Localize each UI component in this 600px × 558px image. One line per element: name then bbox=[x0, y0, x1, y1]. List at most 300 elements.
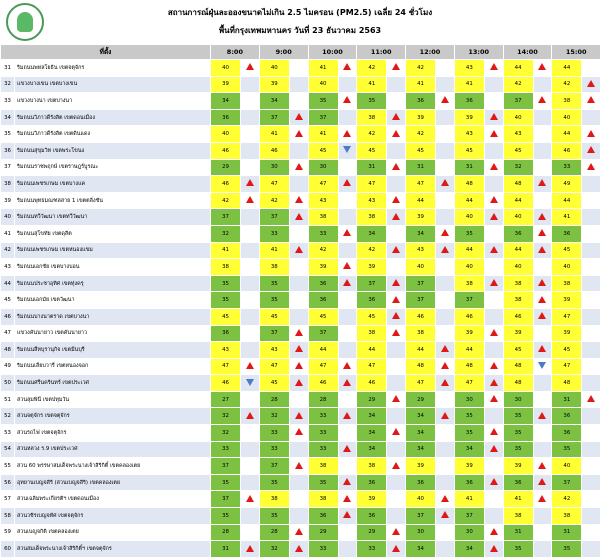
trend-cell bbox=[582, 159, 600, 176]
trend-up-icon bbox=[441, 495, 449, 502]
trend-up-icon bbox=[538, 213, 546, 220]
pm25-value: 48 bbox=[454, 358, 484, 375]
trend-up-icon bbox=[490, 63, 498, 70]
trend-up-icon bbox=[587, 96, 595, 103]
pm25-value: 34 bbox=[454, 441, 484, 458]
trend-up-icon bbox=[343, 478, 351, 485]
pm25-value: 41 bbox=[259, 242, 289, 259]
pm25-value: 36 bbox=[357, 292, 387, 309]
trend-cell bbox=[436, 342, 455, 359]
trend-cell bbox=[241, 391, 260, 408]
pm25-value: 41 bbox=[454, 491, 484, 508]
trend-up-icon bbox=[246, 362, 254, 369]
trend-cell bbox=[241, 358, 260, 375]
trend-cell bbox=[338, 275, 357, 292]
pm25-value: 47 bbox=[552, 308, 582, 325]
row-number: 50 bbox=[1, 375, 15, 392]
trend-cell bbox=[582, 441, 600, 458]
trend-cell bbox=[533, 524, 552, 541]
row-number: 32 bbox=[1, 76, 15, 93]
pm25-value: 38 bbox=[406, 325, 436, 342]
table-row bbox=[1, 126, 600, 143]
pm25-value: 38 bbox=[357, 458, 387, 475]
trend-down-icon bbox=[343, 146, 351, 153]
pm25-value: 35 bbox=[454, 225, 484, 242]
trend-cell bbox=[582, 209, 600, 226]
pm25-value: 44 bbox=[552, 126, 582, 143]
station-name: ริมถนนเพชรเกษม เขตบางแค bbox=[15, 176, 211, 193]
trend-cell bbox=[436, 142, 455, 159]
trend-up-icon bbox=[295, 545, 303, 552]
pm25-value: 45 bbox=[357, 142, 387, 159]
trend-up-icon bbox=[587, 130, 595, 137]
pm25-value: 46 bbox=[308, 375, 338, 392]
trend-up-icon bbox=[392, 163, 400, 170]
pm25-value: 47 bbox=[308, 176, 338, 193]
pm25-value: 36 bbox=[552, 425, 582, 442]
trend-up-icon bbox=[295, 362, 303, 369]
trend-cell bbox=[533, 358, 552, 375]
pm25-value: 33 bbox=[308, 225, 338, 242]
trend-cell bbox=[338, 375, 357, 392]
trend-cell bbox=[582, 325, 600, 342]
trend-up-icon bbox=[343, 63, 351, 70]
pm25-value: 40 bbox=[552, 458, 582, 475]
trend-cell bbox=[436, 176, 455, 193]
trend-cell bbox=[241, 325, 260, 342]
trend-cell bbox=[533, 259, 552, 276]
trend-cell bbox=[338, 60, 357, 77]
pm25-value: 46 bbox=[211, 142, 241, 159]
trend-cell bbox=[533, 292, 552, 309]
trend-cell bbox=[436, 93, 455, 110]
trend-up-icon bbox=[295, 428, 303, 435]
trend-cell bbox=[484, 358, 503, 375]
pm25-value: 34 bbox=[406, 441, 436, 458]
pm25-value: 34 bbox=[406, 425, 436, 442]
station-name: ริมถนนพุทธมณฑลสาย 1 เขตตลิ่งชัน bbox=[15, 192, 211, 209]
pm25-value: 39 bbox=[503, 458, 533, 475]
trend-cell bbox=[241, 491, 260, 508]
trend-up-icon bbox=[246, 179, 254, 186]
trend-cell bbox=[582, 109, 600, 126]
trend-up-icon bbox=[538, 345, 546, 352]
table-row bbox=[1, 541, 600, 558]
trend-cell bbox=[289, 408, 308, 425]
station-name: ริมถนนเอกมัย เขตวัฒนา bbox=[15, 292, 211, 309]
trend-cell bbox=[533, 159, 552, 176]
pm25-value: 34 bbox=[406, 408, 436, 425]
trend-cell bbox=[289, 491, 308, 508]
pm25-value: 29 bbox=[406, 391, 436, 408]
pm25-value: 44 bbox=[454, 242, 484, 259]
trend-cell bbox=[241, 93, 260, 110]
trend-cell bbox=[289, 375, 308, 392]
pm25-value: 45 bbox=[357, 308, 387, 325]
pm25-value: 42 bbox=[406, 126, 436, 143]
trend-up-icon bbox=[343, 130, 351, 137]
trend-cell bbox=[387, 292, 406, 309]
trend-cell bbox=[484, 292, 503, 309]
station-name: ริมถนนเอกชัย เขตบางบอน bbox=[15, 259, 211, 276]
trend-cell bbox=[582, 375, 600, 392]
pm25-value: 47 bbox=[406, 176, 436, 193]
report-header bbox=[0, 0, 600, 44]
trend-cell bbox=[289, 76, 308, 93]
pm25-value: 44 bbox=[357, 342, 387, 359]
trend-up-icon bbox=[587, 163, 595, 170]
pm25-value: 47 bbox=[308, 358, 338, 375]
pm25-value: 39 bbox=[454, 458, 484, 475]
time-header: 11:00 bbox=[357, 45, 406, 60]
pm25-value: 46 bbox=[454, 308, 484, 325]
station-name: อุทยานเบญจสิริ (สวนเบญจสิริ) เขตคลองเตย bbox=[15, 474, 211, 491]
pm25-value: 35 bbox=[259, 292, 289, 309]
pm25-value: 29 bbox=[211, 159, 241, 176]
pm25-value: 36 bbox=[406, 93, 436, 110]
trend-cell bbox=[387, 541, 406, 558]
trend-cell bbox=[582, 458, 600, 475]
pm25-value: 36 bbox=[211, 109, 241, 126]
pm25-value: 45 bbox=[308, 308, 338, 325]
trend-cell bbox=[484, 408, 503, 425]
trend-cell bbox=[533, 242, 552, 259]
trend-cell bbox=[582, 425, 600, 442]
pm25-value: 37 bbox=[308, 325, 338, 342]
pm25-value: 38 bbox=[454, 275, 484, 292]
station-name: สวนวชิรเบญจทัศ เขตจตุจักร bbox=[15, 508, 211, 525]
station-name: ริมถนนทวีวัฒนา เขตทวีวัฒนา bbox=[15, 209, 211, 226]
pm25-value: 41 bbox=[259, 126, 289, 143]
pm25-value: 32 bbox=[259, 541, 289, 558]
trend-up-icon bbox=[392, 528, 400, 535]
trend-cell bbox=[533, 225, 552, 242]
pm25-value: 38 bbox=[211, 259, 241, 276]
station-name: ริมถนนเลียบวารี เขตหนองจอก bbox=[15, 358, 211, 375]
trend-cell bbox=[436, 541, 455, 558]
trend-cell bbox=[387, 358, 406, 375]
pm25-value: 35 bbox=[259, 508, 289, 525]
table-row bbox=[1, 474, 600, 491]
table-row bbox=[1, 391, 600, 408]
pm25-value: 34 bbox=[454, 541, 484, 558]
pm25-value: 38 bbox=[308, 458, 338, 475]
trend-up-icon bbox=[392, 462, 400, 469]
trend-up-icon bbox=[343, 96, 351, 103]
pm25-value: 44 bbox=[454, 192, 484, 209]
trend-cell bbox=[436, 275, 455, 292]
trend-cell bbox=[338, 192, 357, 209]
pm25-value: 36 bbox=[357, 474, 387, 491]
trend-cell bbox=[582, 541, 600, 558]
trend-cell bbox=[484, 508, 503, 525]
trend-cell bbox=[289, 391, 308, 408]
pm25-value: 39 bbox=[406, 458, 436, 475]
pm25-value: 35 bbox=[503, 541, 533, 558]
trend-cell bbox=[241, 541, 260, 558]
table-row bbox=[1, 209, 600, 226]
trend-cell bbox=[387, 159, 406, 176]
trend-cell bbox=[582, 308, 600, 325]
trend-cell bbox=[387, 60, 406, 77]
trend-cell bbox=[289, 308, 308, 325]
pm25-value: 36 bbox=[454, 474, 484, 491]
trend-cell bbox=[484, 242, 503, 259]
trend-cell bbox=[241, 242, 260, 259]
pm25-value: 35 bbox=[454, 425, 484, 442]
pm25-value: 35 bbox=[308, 474, 338, 491]
pm25-value: 35 bbox=[503, 441, 533, 458]
trend-up-icon bbox=[538, 246, 546, 253]
trend-cell bbox=[241, 441, 260, 458]
trend-cell bbox=[484, 192, 503, 209]
trend-cell bbox=[582, 491, 600, 508]
pm25-value: 38 bbox=[503, 292, 533, 309]
row-number: 57 bbox=[1, 491, 15, 508]
table-row bbox=[1, 109, 600, 126]
trend-cell bbox=[289, 508, 308, 525]
trend-cell bbox=[338, 524, 357, 541]
trend-cell bbox=[533, 391, 552, 408]
pm25-value: 35 bbox=[552, 441, 582, 458]
trend-cell bbox=[533, 342, 552, 359]
trend-cell bbox=[289, 242, 308, 259]
trend-up-icon bbox=[295, 163, 303, 170]
trend-up-icon bbox=[490, 362, 498, 369]
trend-cell bbox=[387, 209, 406, 226]
pm25-value: 36 bbox=[308, 292, 338, 309]
trend-up-icon bbox=[392, 130, 400, 137]
row-number: 40 bbox=[1, 209, 15, 226]
pm25-value: 38 bbox=[259, 259, 289, 276]
trend-cell bbox=[484, 225, 503, 242]
pm25-value: 39 bbox=[357, 491, 387, 508]
pm25-value: 44 bbox=[503, 60, 533, 77]
pm25-value: 27 bbox=[211, 391, 241, 408]
trend-cell bbox=[387, 308, 406, 325]
table-row bbox=[1, 192, 600, 209]
pm25-value: 37 bbox=[406, 292, 436, 309]
trend-cell bbox=[436, 441, 455, 458]
table-row bbox=[1, 342, 600, 359]
trend-cell bbox=[484, 342, 503, 359]
trend-cell bbox=[338, 242, 357, 259]
trend-cell bbox=[436, 375, 455, 392]
trend-cell bbox=[484, 375, 503, 392]
trend-cell bbox=[484, 458, 503, 475]
trend-cell bbox=[436, 242, 455, 259]
pm25-value: 37 bbox=[259, 325, 289, 342]
pm25-value: 28 bbox=[211, 524, 241, 541]
trend-up-icon bbox=[490, 478, 498, 485]
pm25-value: 35 bbox=[259, 474, 289, 491]
trend-up-icon bbox=[490, 130, 498, 137]
pm25-value: 38 bbox=[503, 508, 533, 525]
pm25-value: 30 bbox=[259, 159, 289, 176]
trend-cell bbox=[289, 474, 308, 491]
pm25-value: 37 bbox=[454, 508, 484, 525]
trend-cell bbox=[436, 60, 455, 77]
trend-up-icon bbox=[441, 179, 449, 186]
trend-cell bbox=[533, 408, 552, 425]
trend-cell bbox=[533, 458, 552, 475]
pm25-value: 30 bbox=[503, 391, 533, 408]
report-subtitle: พื้นที่กรุงเทพมหานคร วันที่ 23 ธันวาคม 2563 bbox=[0, 24, 600, 37]
pm25-value: 47 bbox=[259, 176, 289, 193]
table-row bbox=[1, 425, 600, 442]
trend-cell bbox=[241, 142, 260, 159]
trend-cell bbox=[241, 425, 260, 442]
pm25-value: 38 bbox=[552, 508, 582, 525]
pm25-value: 40 bbox=[552, 259, 582, 276]
row-number: 41 bbox=[1, 225, 15, 242]
pm25-value: 45 bbox=[552, 242, 582, 259]
trend-cell bbox=[338, 342, 357, 359]
trend-up-icon bbox=[392, 63, 400, 70]
pm25-value: 30 bbox=[454, 524, 484, 541]
trend-cell bbox=[241, 524, 260, 541]
trend-cell bbox=[436, 109, 455, 126]
trend-up-icon bbox=[246, 545, 254, 552]
trend-up-icon bbox=[343, 362, 351, 369]
trend-up-icon bbox=[295, 213, 303, 220]
trend-cell bbox=[387, 441, 406, 458]
header-row bbox=[1, 45, 600, 60]
trend-cell bbox=[387, 225, 406, 242]
row-number: 45 bbox=[1, 292, 15, 309]
pm25-value: 38 bbox=[552, 93, 582, 110]
pm25-value: 36 bbox=[503, 225, 533, 242]
trend-cell bbox=[436, 358, 455, 375]
pm25-value: 42 bbox=[211, 192, 241, 209]
pm25-value: 39 bbox=[503, 325, 533, 342]
table-row bbox=[1, 225, 600, 242]
trend-up-icon bbox=[343, 279, 351, 286]
pm25-value: 37 bbox=[357, 275, 387, 292]
trend-cell bbox=[289, 93, 308, 110]
trend-up-icon bbox=[490, 545, 498, 552]
trend-cell bbox=[582, 142, 600, 159]
trend-cell bbox=[436, 391, 455, 408]
time-header: 9:00 bbox=[259, 45, 308, 60]
table-row bbox=[1, 292, 600, 309]
trend-up-icon bbox=[441, 379, 449, 386]
station-name: แขวงบางเขน เขตบางเขน bbox=[15, 76, 211, 93]
trend-up-icon bbox=[490, 213, 498, 220]
trend-cell bbox=[582, 358, 600, 375]
pm25-value: 45 bbox=[454, 142, 484, 159]
table-row bbox=[1, 441, 600, 458]
pm25-value: 35 bbox=[211, 474, 241, 491]
trend-up-icon bbox=[538, 279, 546, 286]
pm25-value: 44 bbox=[406, 342, 436, 359]
trend-cell bbox=[338, 391, 357, 408]
row-number: 34 bbox=[1, 109, 15, 126]
trend-cell bbox=[338, 358, 357, 375]
pm25-value: 34 bbox=[357, 225, 387, 242]
pm25-value: 31 bbox=[503, 524, 533, 541]
trend-cell bbox=[289, 342, 308, 359]
trend-cell bbox=[484, 60, 503, 77]
pm25-value: 38 bbox=[308, 209, 338, 226]
trend-up-icon bbox=[392, 246, 400, 253]
trend-cell bbox=[436, 76, 455, 93]
trend-cell bbox=[533, 275, 552, 292]
trend-cell bbox=[289, 325, 308, 342]
trend-cell bbox=[533, 541, 552, 558]
trend-up-icon bbox=[392, 312, 400, 319]
pm25-value: 48 bbox=[503, 358, 533, 375]
trend-cell bbox=[241, 508, 260, 525]
pm25-value: 33 bbox=[211, 441, 241, 458]
trend-cell bbox=[533, 325, 552, 342]
station-name: สวน 60 พรรษาสมเด็จพระนางเจ้าสิริกิติ์ เขตคลองเตย bbox=[15, 458, 211, 475]
station-name: สวนเบญจกิติ เขตคลองเตย bbox=[15, 524, 211, 541]
pm25-value: 43 bbox=[211, 342, 241, 359]
trend-cell bbox=[436, 508, 455, 525]
pm25-value: 38 bbox=[552, 275, 582, 292]
pm25-value: 45 bbox=[308, 142, 338, 159]
pm25-value: 36 bbox=[211, 325, 241, 342]
pm25-value: 46 bbox=[211, 176, 241, 193]
trend-cell bbox=[338, 458, 357, 475]
pm25-value: 41 bbox=[503, 491, 533, 508]
pm25-value: 33 bbox=[552, 159, 582, 176]
trend-cell bbox=[338, 259, 357, 276]
trend-cell bbox=[338, 441, 357, 458]
trend-up-icon bbox=[343, 379, 351, 386]
trend-cell bbox=[533, 491, 552, 508]
trend-cell bbox=[484, 524, 503, 541]
trend-cell bbox=[484, 176, 503, 193]
pm25-value: 37 bbox=[259, 209, 289, 226]
pm25-value: 44 bbox=[552, 60, 582, 77]
row-number: 52 bbox=[1, 408, 15, 425]
pm25-value: 30 bbox=[406, 524, 436, 541]
pm25-value: 37 bbox=[406, 275, 436, 292]
pm25-value: 28 bbox=[308, 391, 338, 408]
pm25-value: 34 bbox=[259, 93, 289, 110]
trend-cell bbox=[387, 242, 406, 259]
trend-cell bbox=[582, 192, 600, 209]
trend-up-icon bbox=[392, 279, 400, 286]
pm25-value: 29 bbox=[308, 524, 338, 541]
time-header: 14:00 bbox=[503, 45, 552, 60]
trend-up-icon bbox=[392, 545, 400, 552]
trend-cell bbox=[582, 275, 600, 292]
trend-cell bbox=[289, 60, 308, 77]
trend-cell bbox=[338, 408, 357, 425]
pm25-value: 41 bbox=[454, 76, 484, 93]
row-number: 42 bbox=[1, 242, 15, 259]
pm25-value: 47 bbox=[259, 358, 289, 375]
trend-cell bbox=[484, 209, 503, 226]
pm25-value: 35 bbox=[503, 425, 533, 442]
trend-cell bbox=[484, 325, 503, 342]
pm25-value: 36 bbox=[552, 225, 582, 242]
pm25-value: 34 bbox=[406, 541, 436, 558]
pm25-value: 33 bbox=[357, 541, 387, 558]
pm25-value: 42 bbox=[552, 76, 582, 93]
pm25-value: 42 bbox=[357, 126, 387, 143]
station-name: ริมถนนสุขุมวิท เขตพระโขนง bbox=[15, 142, 211, 159]
pm25-value: 32 bbox=[211, 408, 241, 425]
trend-cell bbox=[436, 159, 455, 176]
trend-up-icon bbox=[343, 179, 351, 186]
pm25-value: 31 bbox=[552, 524, 582, 541]
pm25-value: 41 bbox=[308, 126, 338, 143]
pm25-value: 44 bbox=[503, 192, 533, 209]
